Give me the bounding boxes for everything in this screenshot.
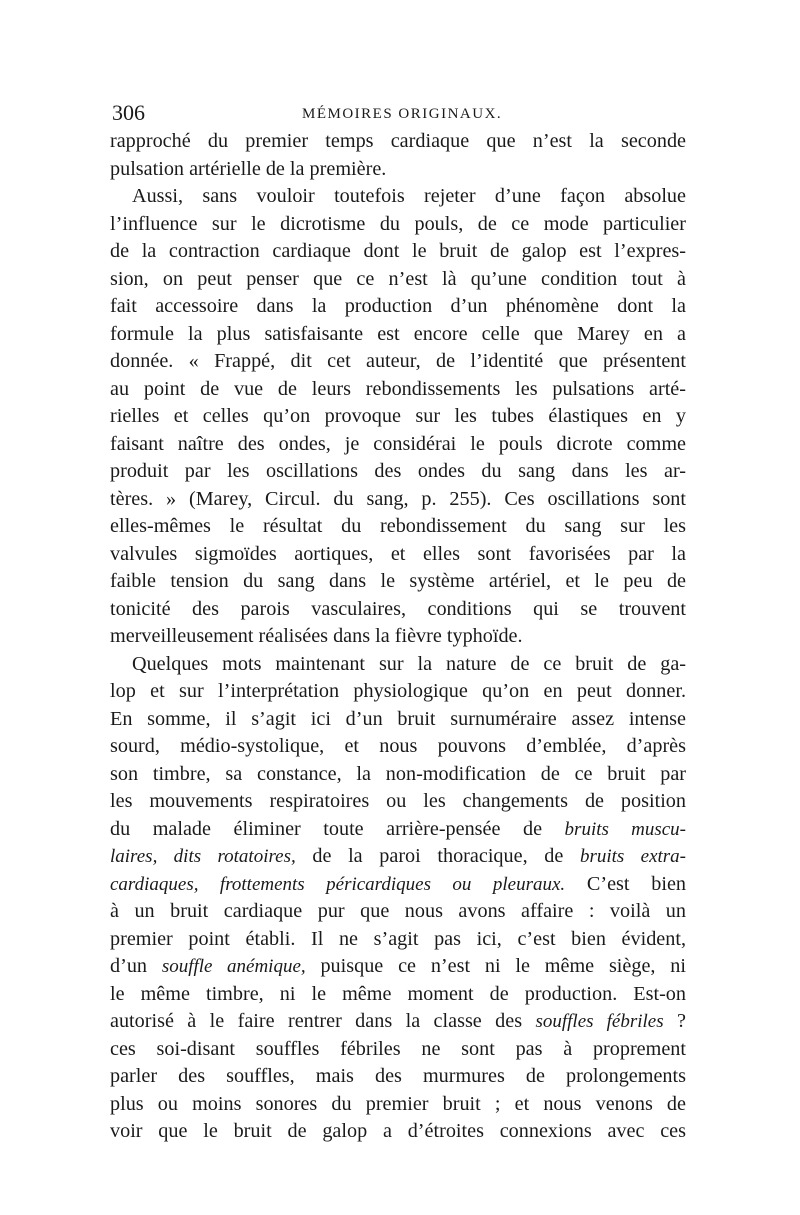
text-line — [110, 1008, 686, 1036]
text-line — [110, 1036, 686, 1064]
text-line — [110, 128, 686, 156]
text-line — [110, 898, 686, 926]
text-run: ces soi-disant souffles fébriles ne sont pas à proprement — [110, 1037, 686, 1060]
text-line — [110, 1091, 686, 1119]
text-run: plus ou moins sonores du premier bruit ; et nous venons de — [110, 1092, 686, 1115]
text-line — [110, 321, 686, 349]
italic-text: bruits muscu- — [564, 818, 686, 840]
text-line — [110, 1063, 686, 1091]
page-number: 306 — [112, 100, 145, 125]
text-run: puisque ce n’est ni le même siège, ni — [305, 955, 686, 977]
text-run: l’influence sur le dicrotisme du pouls, de ce mode particulier — [110, 212, 686, 235]
running-title: MÉMOIRES ORIGINAUX. — [302, 106, 503, 122]
text-run: son timbre, sa constance, la non-modification de ce bruit par — [110, 762, 686, 785]
text-run: faible tension du sang dans le système artériel, et le peu de — [110, 570, 686, 592]
text-run: pulsation artérielle de la première. — [110, 157, 387, 180]
text-line — [110, 486, 686, 514]
text-run: le même timbre, ni le même moment de production. Est-on — [110, 982, 686, 1005]
italic-text: cardiaques, frottements péricardiques ou pleuraux. — [110, 873, 566, 895]
text-run: rapproché du premier temps cardiaque que n’est la seconde — [110, 130, 686, 152]
text-run: premier point établi. Il ne s’agit pas ici, c’est bien évident, — [110, 927, 686, 950]
text-run: autorisé à le faire rentrer dans la classe des — [110, 1010, 536, 1032]
text-line — [110, 953, 686, 981]
text-line — [110, 651, 686, 679]
text-line — [110, 458, 686, 486]
text-line — [110, 816, 686, 844]
text-run: tères. » (Marey, Circul. du sang, p. 255). Ces oscillations sont — [110, 487, 686, 510]
text-run: merveilleusement réalisées dans la fièvre typhoïde. — [110, 625, 523, 647]
text-run: sourd, médio-systolique, et nous pouvons d’emblée, d’après — [110, 735, 686, 757]
text-run: En somme, il s’agit ici d’un bruit surnuméraire assez intense — [110, 707, 686, 730]
text-run: sion, on peut penser que ce n’est là qu’une condition tout à — [110, 267, 686, 290]
text-run: elles-mêmes le résultat du rebondissement du sang sur les — [110, 515, 686, 537]
text-run: de la paroi thoracique, de — [295, 845, 580, 867]
text-line — [110, 981, 686, 1009]
text-run: tonicité des parois vasculaires, conditions qui se trouvent — [110, 597, 686, 620]
text-line — [110, 733, 686, 761]
text-line — [110, 376, 686, 404]
italic-text: bruits extra- — [579, 846, 687, 867]
text-line — [110, 706, 686, 734]
text-line — [110, 926, 686, 954]
text-run: les mouvements respiratoires ou les changements de position — [110, 790, 686, 812]
italic-text: souffles fébriles — [535, 1011, 664, 1032]
text-run: valvules sigmoïdes aortiques, et elles sont favorisées par la — [110, 542, 686, 565]
text-run: ? — [663, 1010, 686, 1032]
text-line — [110, 568, 686, 596]
paragraph — [110, 651, 686, 1146]
text-run: produit par les oscillations des ondes du sang dans les ar- — [110, 460, 686, 482]
text-line — [110, 623, 686, 651]
paragraph — [110, 183, 686, 651]
text-run: du malade éliminer toute arrière-pensée de — [110, 817, 565, 840]
text-line — [110, 541, 686, 569]
body-text — [110, 128, 686, 1146]
text-run: donnée. « Frappé, dit cet auteur, de l’identité que présentent — [110, 350, 686, 372]
text-line — [110, 183, 686, 211]
text-run: fait accessoire dans la production d’un phénomène dont la — [110, 295, 686, 317]
italic-text: souffle anémique, — [161, 956, 306, 977]
text-run: à un bruit cardiaque pur que nous avons affaire : voilà un — [110, 900, 686, 922]
text-line — [110, 403, 686, 431]
text-line — [110, 266, 686, 294]
text-run: Aussi, sans vouloir toutefois rejeter d’une façon absolue — [132, 185, 686, 207]
text-line — [110, 596, 686, 624]
text-line — [110, 293, 686, 321]
text-line — [110, 211, 686, 239]
text-line — [110, 761, 686, 789]
running-head — [112, 98, 688, 128]
text-run: faisant naître des ondes, je considérai le pouls dicrote comme — [110, 432, 686, 455]
text-run: de la contraction cardiaque dont le bruit de galop est l’expres- — [110, 240, 686, 262]
text-line — [110, 788, 686, 816]
text-run: formule la plus satisfaisante est encore celle que Marey en a — [110, 322, 686, 345]
paragraph — [110, 128, 686, 183]
italic-text: laires, dits rotatoires, — [110, 846, 296, 867]
text-run: d’un — [110, 955, 162, 977]
text-line — [110, 238, 686, 266]
text-run: C’est bien — [565, 872, 686, 895]
text-line — [110, 871, 686, 899]
text-run: Quelques mots maintenant sur la nature de ce bruit de ga- — [132, 652, 686, 675]
text-line — [110, 431, 686, 459]
text-run: au point de vue de leurs rebondissements les pulsations arté- — [110, 377, 686, 400]
text-line — [110, 1118, 686, 1146]
text-line — [110, 513, 686, 541]
text-run: parler des souffles, mais des murmures de prolongements — [110, 1065, 686, 1087]
text-line — [110, 678, 686, 706]
text-line — [110, 156, 686, 184]
text-run: voir que le bruit de galop a d’étroites connexions avec ces — [110, 1120, 686, 1142]
text-line — [110, 348, 686, 376]
text-run: rielles et celles qu’on provoque sur les tubes élastiques en y — [110, 405, 686, 427]
text-line — [110, 843, 686, 871]
text-run: lop et sur l’interprétation physiologique qu’on en peut donner. — [110, 680, 686, 702]
